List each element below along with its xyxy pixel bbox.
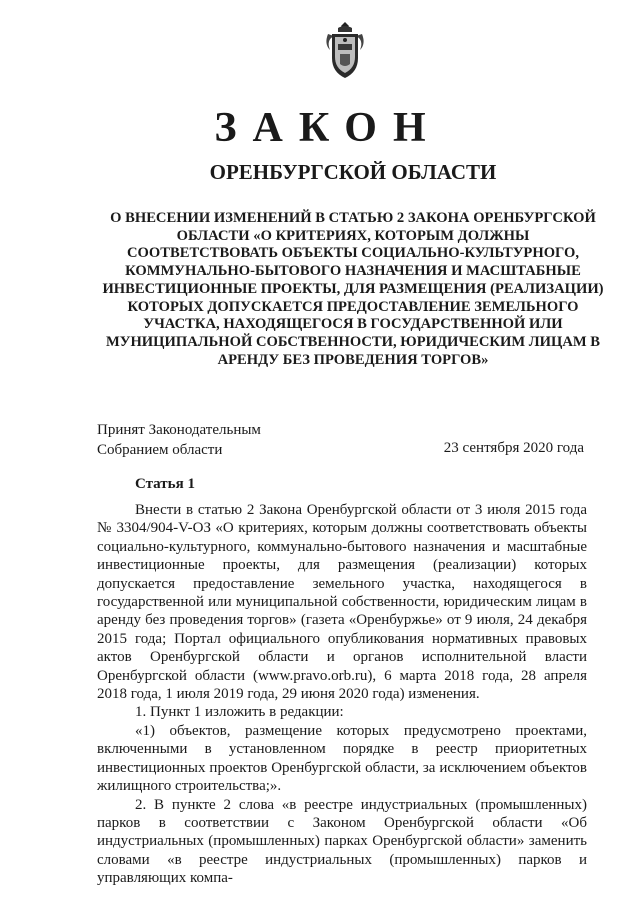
adoption-line-2: Собранием области xyxy=(97,442,223,458)
adoption-date: 23 сентября 2020 года xyxy=(443,440,584,456)
article-paragraph: 1. Пункт 1 изложить в редакции: xyxy=(135,704,344,721)
document-region: ОРЕНБУРГСКОЙ ОБЛАСТИ xyxy=(209,160,497,184)
document-title: ЗАКОН xyxy=(214,105,442,151)
article-paragraph: 2. В пункте 2 слова «в реестре индустриальных (промышленных) парков в соответствии с Законом Оренбургской области «Об индустриальных (промышленных) парках Оренбургской области» заменить словами «в реестре индустриальных (промышленных) парков и управляющих компа- xyxy=(97,796,587,887)
law-subject: О ВНЕСЕНИИ ИЗМЕНЕНИЙ В СТАТЬЮ 2 ЗАКОНА ОРЕНБУРГСКОЙ ОБЛАСТИ «О КРИТЕРИЯХ, КОТОРЫМ ДОЛЖНЫ СООТВЕТСТВОВАТЬ ОБЪЕКТЫ СОЦИАЛЬНО-КУЛЬТУРНОГО, КОММУНАЛЬНО-БЫТОВОГО НАЗНАЧЕНИЯ И МАСШТАБНЫЕ ИНВЕСТИЦИОННЫЕ ПРОЕКТЫ, ДЛЯ РАЗМЕЩЕНИЯ (РЕАЛИЗАЦИИ) КОТОРЫХ ДОПУСКАЕТСЯ ПРЕДОСТАВЛЕНИЕ ЗЕМЕЛЬНОГО УЧАСТКА, НАХОДЯЩЕГОСЯ В ГОСУДАРСТВЕННОЙ ИЛИ МУНИЦИПАЛЬНОЙ СОБСТВЕННОСТИ, ЮРИДИЧЕСКИМ ЛИЦАМ В АРЕНДУ БЕЗ ПРОВЕДЕНИЯ ТОРГОВ» xyxy=(102,210,604,368)
article-paragraph: Внести в статью 2 Закона Оренбургской области от 3 июля 2015 года № 3304/904-V-ОЗ «О критериях, которым должны соответствовать объекты социально-культурного, коммунально-бытового назначения и масштабные инвестиционные проекты, для размещения (реализации) которых допускается предоставление земельного участка, находящегося в государственной или муниципальной собственности, юридическим лицам в аренду без проведения торгов» (газета «Оренбуржье» от 9 июля, 24 декабря 2015 года; Портал официального опубликования нормативных правовых актов Оренбургской области и органов исполнительной власти Оренбургской области (www.pravo.orb.ru), 6 марта 2018 года, 28 апреля 2018 года, 1 июля 2019 года, 29 июня 2020 года) изменения. xyxy=(97,502,587,703)
coat-of-arms-icon xyxy=(322,20,368,82)
adoption-line-1: Принят Законодательным xyxy=(97,422,261,438)
adoption-info xyxy=(97,420,261,460)
article-body xyxy=(97,501,587,888)
article-heading: Статья 1 xyxy=(135,476,195,492)
article-paragraph: «1) объектов, размещение которых предусмотрено проектами, включенными в установленном порядке в реестр приоритетных инвестиционных проектов Оренбургской области, за исключением объектов жилищного строительства;». xyxy=(97,722,587,795)
